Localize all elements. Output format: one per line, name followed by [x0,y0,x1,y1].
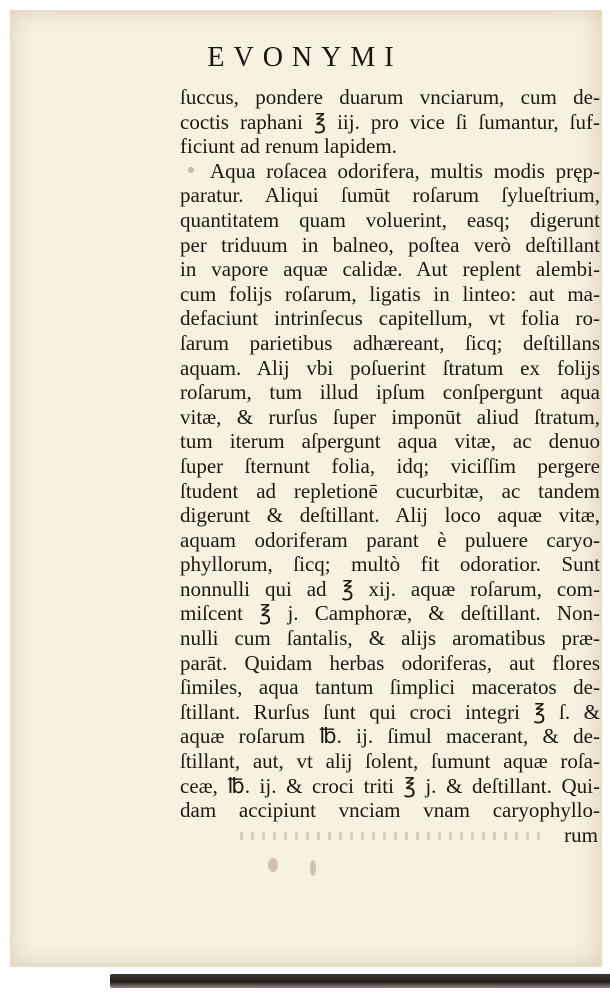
text-line: ſtudent ad repletionē cucurbitæ, ac tandem [180,478,600,503]
catchword: rum [564,822,598,847]
text-line: per triduum in balneo, poſtea verò deſtillant [180,232,600,257]
text-line: parāt. Quidam herbas odoriferas, aut flores [180,650,600,675]
text-line: aquam. Alij vbi poſuerint ſtratum ex folijs [180,355,600,380]
text-line: ſtillant, aut, vt alij ſolent, ſumunt aquæ roſa- [180,749,600,774]
text-line: coctis raphani ℥ iij. pro vice ſi ſumantur, ſuf- [180,109,600,134]
ink-blot [268,858,278,872]
text-line: dam accipiunt vnciam vnam caryophyllo- [180,798,600,823]
text-line: ceæ, ℔. ij. & croci triti ℥ j. & deſtillant. Qui- [180,773,600,798]
text-line: nonnulli qui ad ℥ xij. aquæ roſarum, com- [180,576,600,601]
text-block [180,85,600,847]
scanner-edge [110,974,610,988]
text-line: ficiunt ad renum lapidem. [180,134,397,159]
text-line: quantitatem quam voluerint, easq; digerunt [180,207,600,232]
text-line: ſuper ſternunt folia, idq; viciſſim pergere [180,453,600,478]
text-line: phyllorum, ſicq; multò fit odoratior. Sunt [180,552,600,577]
text-line: aquam odoriferam parant è puluere caryo- [180,527,600,552]
text-line: paratur. Aliqui ſumūt roſarum ſylueſtrium, [180,183,600,208]
running-head: EVONYMI [207,42,403,73]
text-line: ſuccus, pondere duarum vnciarum, cum de- [180,85,600,109]
text-line: ſimiles, aqua tantum ſimplici maceratos de- [180,675,600,700]
text-line: digerunt & deſtillant. Alij loco aquæ vitæ, [180,503,600,528]
text-line: in vapore aquæ calidæ. Aut replent alembi- [180,257,600,282]
text-line: nulli cum ſantalis, & alijs aromatibus præ- [180,626,600,651]
text-line: Aqua roſacea odorifera, multis modis pręp- [210,158,600,183]
book-page [10,10,602,967]
text-line: defaciunt intrinſecus capitellum, vt folia ro- [180,306,600,331]
text-line: aquæ roſarum ℔. ij. ſimul macerant, & de- [180,724,600,749]
text-line: miſcent ℥ j. Camphoræ, & deſtillant. Non- [180,601,600,626]
text-line: tum iterum aſpergunt aqua vitæ, ac denuo [180,429,600,454]
text-line: cum folijs roſarum, ligatis in linteo: aut ma- [180,281,600,306]
text-line: ſtillant. Rurſus ſunt qui croci integri ℥ ſ. & [180,699,600,724]
text-line: ſarum parietibus adhæreant, ſicq; deſtillans [180,330,600,355]
show-through-text [240,832,540,840]
text-line: roſarum, tum illud ipſum conſpergunt aqua [180,380,600,405]
text-line: vitæ, & rurſus ſuper imponūt aliud ſtratum, [180,404,600,429]
ink-blot [310,860,316,876]
